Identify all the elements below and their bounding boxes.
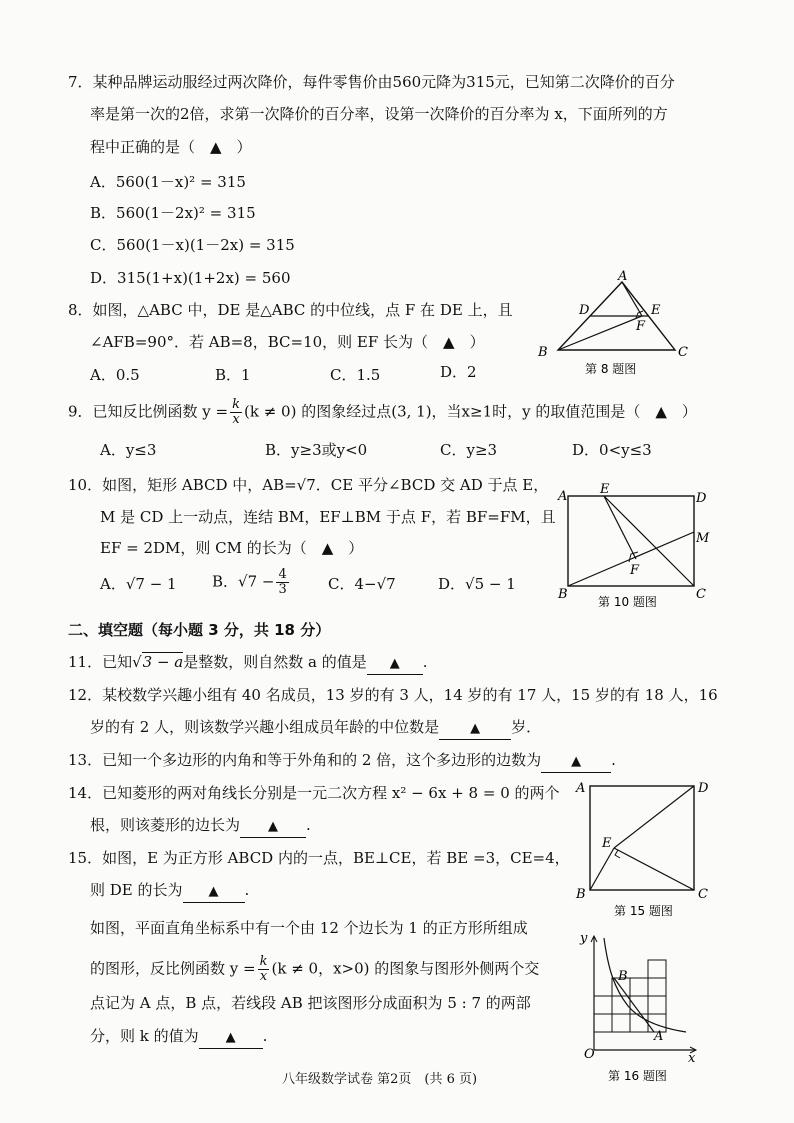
q10-option-c: C．4−√7: [328, 575, 396, 593]
q16-line2-post: (k ≠ 0，x>0) 的图象与图形外侧两个交: [271, 959, 540, 978]
q9-option-a: A．y≤3: [100, 441, 157, 459]
segment-bf: [558, 316, 642, 350]
q16-denominator: x: [259, 969, 268, 984]
q11-mid: 是整数，则自然数 a 的值是: [183, 653, 367, 671]
segment-de: [614, 786, 694, 848]
label-o: O: [584, 1047, 595, 1062]
label-a: A: [618, 270, 628, 284]
q8-caption: 第 8 题图: [585, 362, 637, 376]
grid-square: [648, 960, 666, 978]
q9-stem: [68, 398, 697, 427]
q9-option-c: C．y≥3: [440, 441, 498, 459]
q9-option-b: B．y≥3或y<0: [265, 441, 368, 459]
q8-line2: ∠AFB=90°．若 AB=8，BC=10，则 EF 长为（ ▲ ）: [90, 333, 485, 351]
segment-ce: [614, 848, 694, 890]
q7-option-b: B．560(1－2x)² = 315: [90, 204, 256, 222]
q15-post: .: [244, 881, 250, 899]
q16-line4: [90, 1026, 267, 1049]
hyperbola-curve: [604, 938, 686, 1032]
q7-option-c: C．560(1－x)(1－2x) = 315: [90, 236, 295, 254]
label-c: C: [678, 345, 688, 360]
label-e: E: [600, 482, 610, 497]
q8-option-c: C．1.5: [330, 366, 381, 384]
section-fill-in-heading: 二、填空题（每小题 3 分，共 18 分）: [68, 621, 331, 639]
q11: [68, 652, 428, 675]
q13: [68, 750, 616, 773]
label-b: B: [618, 969, 628, 984]
q13-pre: 13．已知一个多边形的内角和等于外角和的 2 倍，这个多边形的边数为: [68, 751, 542, 769]
q9-denominator: x: [232, 412, 240, 427]
q11-post: .: [422, 653, 428, 671]
label-d: D: [696, 491, 707, 506]
q10-option-b: [212, 568, 291, 597]
label-x: x: [688, 1051, 696, 1066]
segment-af: [622, 282, 642, 316]
q7-line2: 率是第一次的2倍，求第一次降价的百分率，设第一次降价的百分率为 x，下面所列的方: [90, 105, 668, 123]
grid-square: [594, 1014, 612, 1032]
segment-ce: [604, 496, 694, 586]
q11-pre: 11．已知: [68, 653, 133, 671]
q15-answer-blank[interactable]: ▲: [183, 882, 245, 903]
q10-option-b-numerator: 4: [278, 567, 287, 582]
q12-line1: 12．某校数学兴趣小组有 40 名成员，13 岁的有 3 人，14 岁的有 17 人，15 岁的有 18 人，16: [68, 686, 718, 704]
q7-line3: 程中正确的是（ ▲ ）: [90, 138, 252, 156]
q16-line2-pre: 的图形，反比例函数 y =: [90, 959, 256, 978]
q15-line2-pre: 则 DE 的长为: [90, 881, 183, 899]
q7-option-a: A．560(1－x)² = 315: [90, 173, 246, 191]
q15-caption: 第 15 题图: [614, 904, 673, 918]
q9-fraction: [230, 398, 242, 427]
q10-line2: M 是 CD 上一动点，连结 BM，EF⊥BM 于点 F，若 BF=FM，且: [100, 508, 556, 526]
q10-option-b-denominator: 3: [278, 582, 287, 597]
q16-figure: [570, 928, 710, 1090]
q10-figure: [552, 482, 712, 612]
q14-line2-pre: 根，则该菱形的边长为: [90, 816, 241, 834]
q9-pre: 9．已知反比例函数 y =: [68, 402, 229, 421]
q8-line1: 8．如图，△ABC 中，DE 是△ABC 的中位线，点 F 在 DE 上，且: [68, 301, 513, 319]
q16-numerator: k: [259, 954, 268, 969]
q16-line1: 如图，平面直角坐标系中有一个由 12 个边长为 1 的正方形所组成: [90, 919, 528, 937]
q10-option-a: A．√7 − 1: [100, 575, 177, 593]
q11-answer-blank[interactable]: ▲: [367, 654, 423, 675]
q10-option-d: D．√5 − 1: [438, 575, 516, 593]
q14-line1: 14．已知菱形的两对角线长分别是一元二次方程 x² − 6x + 8 = 0 的两个: [68, 784, 560, 802]
q12-answer-blank[interactable]: ▲: [439, 719, 511, 740]
label-b: B: [558, 587, 568, 602]
grid-square: [612, 1014, 630, 1032]
q13-answer-blank[interactable]: ▲: [541, 752, 611, 773]
q13-post: .: [611, 751, 616, 769]
grid-square: [648, 978, 666, 996]
q9-numerator: k: [232, 397, 241, 412]
label-f: F: [630, 563, 640, 578]
label-c: C: [698, 887, 708, 902]
q16-answer-blank[interactable]: ▲: [199, 1028, 263, 1049]
q12-post: 岁．: [511, 718, 542, 736]
page-footer: 八年级数学试卷 第2页 (共 6 页): [282, 1072, 478, 1087]
label-d: D: [698, 781, 709, 796]
q8-figure: [530, 270, 700, 380]
label-a: A: [576, 781, 586, 796]
q11-radical-sign: √: [132, 653, 142, 671]
label-f: F: [636, 319, 646, 334]
label-y: y: [580, 931, 588, 946]
q16-post: .: [262, 1027, 268, 1045]
label-b: B: [576, 887, 586, 902]
q10-line1: 10．如图，矩形 ABCD 中，AB=√7．CE 平分∠BCD 交 AD 于点 E，: [68, 476, 549, 494]
q12-line2-pre: 岁的有 2 人，则该数学兴趣小组成员年龄的中位数是: [90, 718, 440, 736]
segment-ef: [604, 496, 636, 559]
q12-line2: [90, 717, 541, 740]
grid-square: [594, 996, 612, 1014]
q14-line2: [90, 815, 311, 838]
label-e: E: [602, 836, 612, 851]
grid-square: [630, 978, 648, 996]
q11-radicand: 3 − a: [142, 653, 184, 671]
q15-line2: [90, 880, 249, 903]
q14-post: .: [306, 816, 311, 834]
grid-square: [648, 996, 666, 1014]
q16-line2: [90, 955, 539, 984]
label-a: A: [558, 489, 568, 504]
q14-answer-blank[interactable]: ▲: [240, 817, 306, 838]
q10-option-b-fraction: [276, 568, 288, 597]
q10-line3: EF = 2DM，则 CM 的长为（ ▲ ）: [100, 539, 364, 557]
q9-option-d: D．0<y≤3: [572, 441, 652, 459]
q9-post: (k ≠ 0) 的图象经过点(3, 1)，当x≥1时，y 的取值范围是（ ▲ ）: [244, 402, 697, 421]
q8-option-a: A．0.5: [90, 366, 140, 384]
q8-option-b: B．1: [215, 366, 251, 384]
q7-line1: 7．某种品牌运动服经过两次降价，每件零售价由560元降为315元，已知第二次降价的百分: [68, 73, 675, 91]
label-a: A: [654, 1029, 664, 1044]
q16-caption: 第 16 题图: [608, 1069, 667, 1083]
q10-caption: 第 10 题图: [598, 595, 657, 609]
q16-line4-pre: 分，则 k 的值为: [90, 1027, 199, 1045]
q8-option-d: D．2: [440, 363, 477, 381]
q16-line3: 点记为 A 点，B 点，若线段 AB 把该图形分成面积为 5 : 7 的两部: [90, 994, 531, 1012]
label-m: M: [696, 531, 710, 546]
q7-option-d: D．315(1+x)(1+2x) = 560: [90, 269, 291, 287]
square-grid: [594, 960, 666, 1032]
label-d: D: [579, 303, 590, 318]
label-e: E: [651, 303, 661, 318]
q10-option-b-pre: B．√7 −: [212, 572, 275, 591]
q16-fraction: [258, 955, 270, 984]
label-b: B: [538, 345, 548, 360]
label-c: C: [696, 587, 706, 602]
q15-figure: [566, 772, 726, 920]
grid-square: [630, 1014, 648, 1032]
segment-be: [590, 848, 614, 890]
q15-line1: 15．如图，E 为正方形 ABCD 内的一点，BE⊥CE，若 BE =3，CE=4，: [68, 849, 570, 867]
